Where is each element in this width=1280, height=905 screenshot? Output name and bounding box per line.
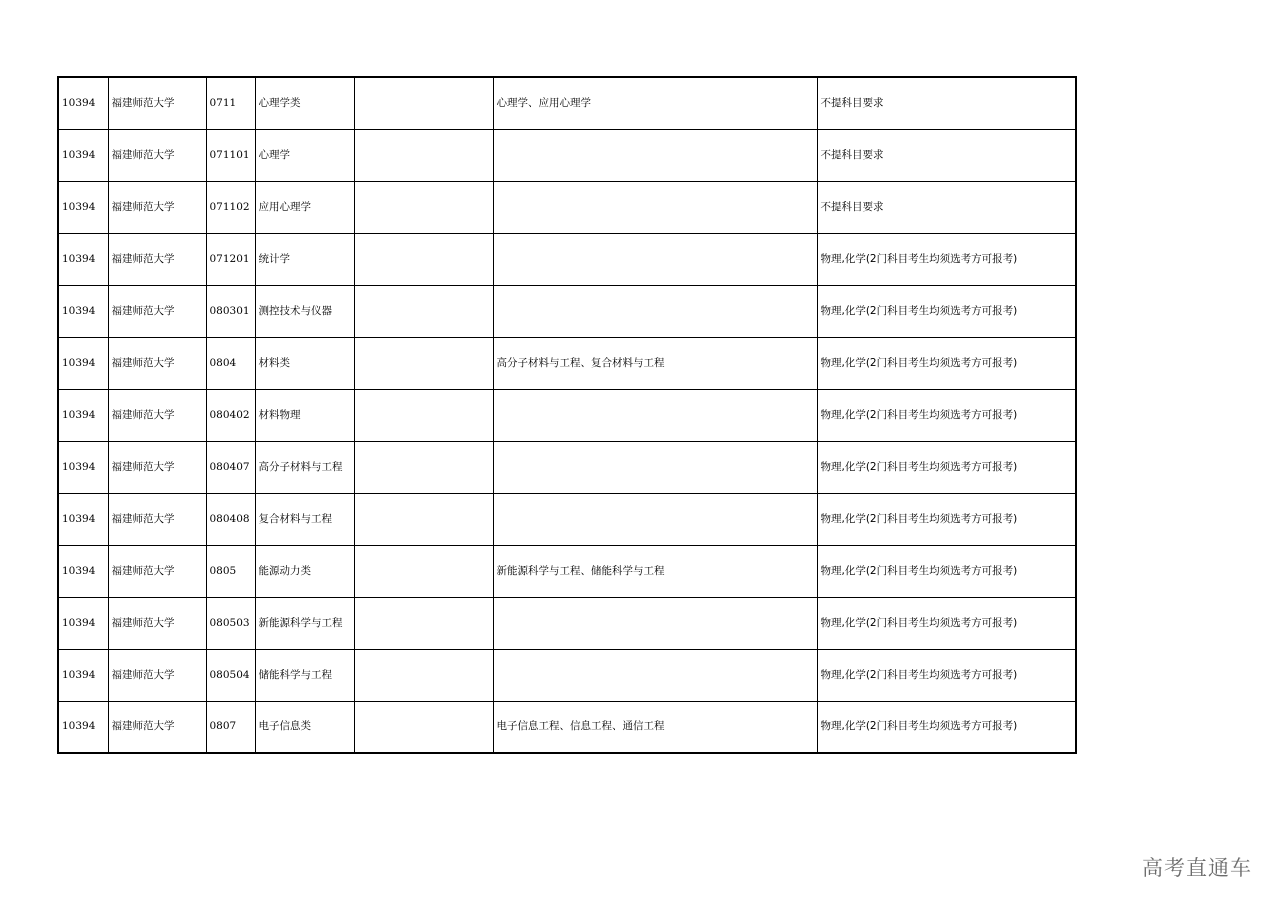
major-code-cell: 080408 [206,493,255,545]
included-majors-cell: 新能源科学与工程、储能科学与工程 [493,545,817,597]
subject-requirement-cell: 不提科目要求 [817,77,1076,129]
table-row [58,545,1076,597]
major-code-cell: 0805 [206,545,255,597]
table-row [58,701,1076,753]
subject-requirement-cell: 物理,化学(2门科目考生均须选考方可报考) [817,649,1076,701]
blank-cell [354,337,493,389]
major-code-cell: 071201 [206,233,255,285]
school-name-cell: 福建师范大学 [108,389,206,441]
subject-requirement-cell: 物理,化学(2门科目考生均须选考方可报考) [817,545,1076,597]
blank-cell [354,441,493,493]
major-code-cell: 0804 [206,337,255,389]
major-name-cell: 复合材料与工程 [255,493,354,545]
included-majors-cell [493,129,817,181]
school-name-cell: 福建师范大学 [108,285,206,337]
table-row [58,337,1076,389]
school-code-cell: 10394 [58,337,108,389]
included-majors-cell [493,285,817,337]
school-name-cell: 福建师范大学 [108,545,206,597]
subject-requirement-cell: 物理,化学(2门科目考生均须选考方可报考) [817,597,1076,649]
major-name-cell: 心理学类 [255,77,354,129]
table-row [58,649,1076,701]
blank-cell [354,597,493,649]
watermark-text: 高考直通车 [1142,856,1252,880]
school-code-cell: 10394 [58,285,108,337]
school-name-cell: 福建师范大学 [108,597,206,649]
subject-requirement-cell: 物理,化学(2门科目考生均须选考方可报考) [817,441,1076,493]
subject-requirement-cell: 物理,化学(2门科目考生均须选考方可报考) [817,233,1076,285]
blank-cell [354,181,493,233]
included-majors-cell [493,493,817,545]
major-name-cell: 电子信息类 [255,701,354,753]
school-code-cell: 10394 [58,701,108,753]
school-code-cell: 10394 [58,649,108,701]
included-majors-cell: 心理学、应用心理学 [493,77,817,129]
school-name-cell: 福建师范大学 [108,77,206,129]
major-name-cell: 心理学 [255,129,354,181]
table-row [58,285,1076,337]
table-row [58,597,1076,649]
school-name-cell: 福建师范大学 [108,441,206,493]
subject-requirement-cell: 物理,化学(2门科目考生均须选考方可报考) [817,337,1076,389]
major-name-cell: 统计学 [255,233,354,285]
table-body [58,77,1076,753]
subject-requirement-cell: 物理,化学(2门科目考生均须选考方可报考) [817,389,1076,441]
major-code-cell: 0711 [206,77,255,129]
table-row [58,493,1076,545]
included-majors-cell [493,441,817,493]
blank-cell [354,129,493,181]
subject-requirement-cell: 不提科目要求 [817,129,1076,181]
included-majors-cell [493,649,817,701]
school-code-cell: 10394 [58,181,108,233]
school-name-cell: 福建师范大学 [108,337,206,389]
school-name-cell: 福建师范大学 [108,493,206,545]
major-name-cell: 应用心理学 [255,181,354,233]
subject-requirement-cell: 物理,化学(2门科目考生均须选考方可报考) [817,701,1076,753]
major-name-cell: 能源动力类 [255,545,354,597]
blank-cell [354,493,493,545]
school-code-cell: 10394 [58,545,108,597]
school-code-cell: 10394 [58,233,108,285]
blank-cell [354,77,493,129]
major-code-cell: 0807 [206,701,255,753]
table-row [58,181,1076,233]
included-majors-cell [493,597,817,649]
subject-requirement-cell: 不提科目要求 [817,181,1076,233]
school-code-cell: 10394 [58,129,108,181]
blank-cell [354,701,493,753]
major-code-cell: 080503 [206,597,255,649]
school-name-cell: 福建师范大学 [108,233,206,285]
school-code-cell: 10394 [58,597,108,649]
blank-cell [354,233,493,285]
blank-cell [354,285,493,337]
major-requirements-table [57,76,1077,754]
included-majors-cell: 电子信息工程、信息工程、通信工程 [493,701,817,753]
school-code-cell: 10394 [58,77,108,129]
blank-cell [354,389,493,441]
included-majors-cell [493,233,817,285]
table-row [58,129,1076,181]
major-name-cell: 新能源科学与工程 [255,597,354,649]
table-row [58,389,1076,441]
school-name-cell: 福建师范大学 [108,181,206,233]
subject-requirement-cell: 物理,化学(2门科目考生均须选考方可报考) [817,493,1076,545]
major-code-cell: 080402 [206,389,255,441]
major-code-cell: 080301 [206,285,255,337]
school-code-cell: 10394 [58,389,108,441]
major-code-cell: 071102 [206,181,255,233]
major-name-cell: 材料物理 [255,389,354,441]
school-name-cell: 福建师范大学 [108,649,206,701]
school-name-cell: 福建师范大学 [108,701,206,753]
major-name-cell: 储能科学与工程 [255,649,354,701]
included-majors-cell [493,389,817,441]
school-name-cell: 福建师范大学 [108,129,206,181]
major-code-cell: 080407 [206,441,255,493]
blank-cell [354,649,493,701]
major-name-cell: 高分子材料与工程 [255,441,354,493]
major-code-cell: 080504 [206,649,255,701]
subject-requirement-cell: 物理,化学(2门科目考生均须选考方可报考) [817,285,1076,337]
major-code-cell: 071101 [206,129,255,181]
major-name-cell: 材料类 [255,337,354,389]
included-majors-cell: 高分子材料与工程、复合材料与工程 [493,337,817,389]
table-row [58,441,1076,493]
school-code-cell: 10394 [58,441,108,493]
major-name-cell: 测控技术与仪器 [255,285,354,337]
table-row [58,77,1076,129]
table-row [58,233,1076,285]
blank-cell [354,545,493,597]
included-majors-cell [493,181,817,233]
school-code-cell: 10394 [58,493,108,545]
